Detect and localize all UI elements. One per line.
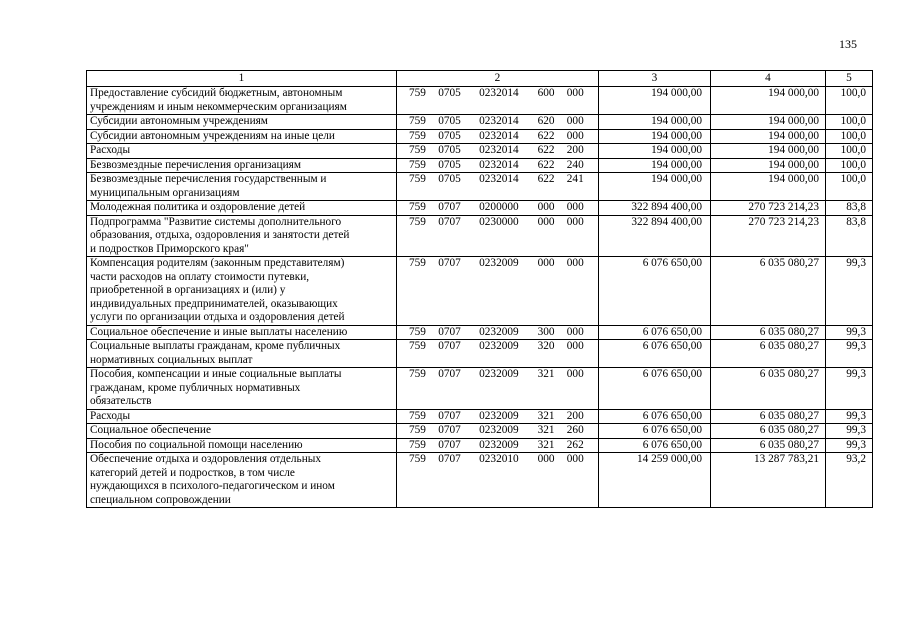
execution-percent: 100,0 [826, 158, 873, 173]
ministry-code: 759 [409, 158, 426, 171]
row-name-line: Пособия по социальной помощи населению [90, 438, 303, 451]
target-code: 0232014 [479, 129, 519, 142]
target-code: 0230000 [479, 215, 519, 228]
planned-amount: 194 000,00 [599, 173, 711, 201]
row-name-line: нормативных социальных выплат [90, 353, 253, 366]
section-code: 0705 [438, 173, 461, 185]
row-codes [397, 409, 599, 424]
executed-amount: 194 000,00 [711, 173, 826, 201]
expense-type-code: 321 [537, 409, 555, 422]
planned-amount: 6 076 650,00 [599, 368, 711, 410]
expense-type-code: 321 [537, 424, 555, 436]
table-row [87, 173, 873, 201]
planned-amount: 6 076 650,00 [599, 438, 711, 453]
row-name-line: услуги по организации отдыха и оздоровления детей [90, 311, 345, 323]
executed-amount: 270 723 214,23 [711, 215, 826, 257]
expense-type-code: 620 [537, 115, 555, 127]
executed-amount: 194 000,00 [711, 158, 826, 173]
kosgu-code: 000 [566, 325, 584, 338]
row-name [87, 424, 397, 439]
row-name [87, 409, 397, 424]
ministry-code: 759 [409, 201, 426, 213]
target-code: 0232014 [479, 87, 519, 99]
row-name-line: обязательств [90, 395, 152, 407]
row-name-line: части расходов на оплату стоимости путевки, [90, 270, 310, 283]
execution-percent: 100,0 [826, 173, 873, 201]
table-row [87, 215, 873, 257]
executed-amount: 6 035 080,27 [711, 409, 826, 424]
row-name-line: Социальное обеспечение и иные выплаты населению [90, 325, 348, 338]
header-col-1: 1 [87, 71, 397, 87]
row-name [87, 144, 397, 159]
section-code: 0705 [438, 115, 461, 127]
execution-percent: 100,0 [826, 115, 873, 130]
header-col-2: 2 [397, 71, 599, 87]
kosgu-code: 000 [566, 368, 584, 380]
planned-amount: 194 000,00 [599, 87, 711, 115]
kosgu-code: 262 [566, 438, 584, 451]
table-row [87, 325, 873, 340]
row-name [87, 87, 397, 115]
table-row [87, 129, 873, 144]
row-name [87, 368, 397, 410]
row-name-line: нуждающихся в психолого-педагогическом и ином [90, 480, 335, 492]
section-code: 0707 [438, 325, 461, 338]
kosgu-code: 000 [566, 453, 584, 465]
executed-amount: 6 035 080,27 [711, 368, 826, 410]
expense-type-code: 622 [537, 129, 555, 142]
planned-amount: 6 076 650,00 [599, 424, 711, 439]
kosgu-code: 000 [566, 257, 584, 269]
executed-amount: 6 035 080,27 [711, 438, 826, 453]
table-body [87, 87, 873, 508]
expense-type-code: 622 [537, 144, 555, 156]
target-code: 0232009 [479, 340, 519, 352]
row-name-line: Предоставление субсидий бюджетным, автономным [90, 87, 343, 99]
executed-amount: 6 035 080,27 [711, 424, 826, 439]
row-codes [397, 453, 599, 508]
planned-amount: 322 894 400,00 [599, 201, 711, 216]
executed-amount: 6 035 080,27 [711, 257, 826, 326]
header-row [87, 71, 873, 87]
planned-amount: 194 000,00 [599, 158, 711, 173]
row-name-line: Расходы [90, 144, 131, 156]
kosgu-code: 200 [566, 409, 584, 422]
section-code: 0705 [438, 158, 461, 171]
execution-percent: 83,8 [826, 215, 873, 257]
executed-amount: 194 000,00 [711, 115, 826, 130]
execution-percent: 99,3 [826, 409, 873, 424]
execution-percent: 99,3 [826, 257, 873, 326]
execution-percent: 99,3 [826, 325, 873, 340]
target-code: 0232009 [479, 438, 519, 451]
ministry-code: 759 [409, 340, 426, 352]
expense-type-code: 600 [537, 87, 555, 99]
kosgu-code: 000 [566, 201, 584, 213]
kosgu-code: 260 [566, 424, 584, 436]
row-codes [397, 115, 599, 130]
table-row [87, 115, 873, 130]
target-code: 0232014 [479, 158, 519, 171]
target-code: 0200000 [479, 201, 519, 213]
section-code: 0707 [438, 438, 461, 451]
executed-amount: 194 000,00 [711, 129, 826, 144]
row-name-line: учреждениям и иным некоммерческим организациям [90, 100, 347, 113]
section-code: 0705 [438, 144, 461, 156]
section-code: 0707 [438, 409, 461, 422]
ministry-code: 759 [409, 129, 426, 142]
row-name-line: категорий детей и подростков, в том числе [90, 466, 295, 479]
kosgu-code: 241 [566, 173, 584, 185]
ministry-code: 759 [409, 257, 426, 269]
section-code: 0707 [438, 201, 461, 213]
section-code: 0707 [438, 453, 461, 465]
executed-amount: 6 035 080,27 [711, 340, 826, 368]
row-name [87, 129, 397, 144]
expense-type-code: 321 [537, 368, 555, 380]
header-col-5: 5 [826, 71, 873, 87]
execution-percent: 99,3 [826, 424, 873, 439]
row-name-line: Расходы [90, 409, 131, 422]
row-name [87, 115, 397, 130]
planned-amount: 6 076 650,00 [599, 257, 711, 326]
kosgu-code: 000 [566, 87, 584, 99]
kosgu-code: 000 [566, 115, 584, 127]
ministry-code: 759 [409, 424, 426, 436]
table-row [87, 87, 873, 115]
expense-type-code: 622 [537, 158, 555, 171]
table-row [87, 340, 873, 368]
table-row [87, 424, 873, 439]
row-name [87, 173, 397, 201]
ministry-code: 759 [409, 453, 426, 465]
expense-type-code: 000 [537, 201, 555, 213]
target-code: 0232014 [479, 144, 519, 156]
execution-percent: 100,0 [826, 129, 873, 144]
execution-percent: 100,0 [826, 87, 873, 115]
section-code: 0707 [438, 340, 461, 352]
budget-table [86, 70, 873, 508]
row-name-line: гражданам, кроме публичных нормативных [90, 381, 301, 394]
kosgu-code: 000 [566, 129, 584, 142]
row-name-line: муниципальным организациям [90, 186, 240, 199]
section-code: 0707 [438, 257, 461, 269]
row-codes [397, 368, 599, 410]
planned-amount: 14 259 000,00 [599, 453, 711, 508]
row-name-line: Субсидии автономным учреждениям на иные цели [90, 129, 335, 142]
row-name [87, 438, 397, 453]
table-row [87, 409, 873, 424]
expense-type-code: 321 [537, 438, 555, 451]
row-name-line: Компенсация родителям (законным представителям) [90, 257, 345, 269]
table-row [87, 438, 873, 453]
ministry-code: 759 [409, 144, 426, 156]
row-codes [397, 257, 599, 326]
expense-type-code: 000 [537, 257, 555, 269]
table-row [87, 144, 873, 159]
execution-percent: 99,3 [826, 438, 873, 453]
row-name-line: Субсидии автономным учреждениям [90, 115, 268, 127]
expense-type-code: 320 [537, 340, 555, 352]
target-code: 0232009 [479, 257, 519, 269]
row-codes [397, 201, 599, 216]
section-code: 0707 [438, 368, 461, 380]
table-row [87, 257, 873, 326]
table-row [87, 201, 873, 216]
executed-amount: 6 035 080,27 [711, 325, 826, 340]
expense-type-code: 000 [537, 453, 555, 465]
execution-percent: 99,3 [826, 368, 873, 410]
row-codes [397, 438, 599, 453]
execution-percent: 83,8 [826, 201, 873, 216]
row-codes [397, 215, 599, 257]
row-name-line: Безвозмездные перечисления государственным и [90, 173, 327, 185]
ministry-code: 759 [409, 325, 426, 338]
ministry-code: 759 [409, 215, 426, 228]
row-name [87, 340, 397, 368]
row-name-line: Подпрограмма "Развитие системы дополнительного [90, 215, 342, 228]
row-name [87, 201, 397, 216]
row-name-line: Социальное обеспечение [90, 424, 211, 436]
section-code: 0705 [438, 129, 461, 142]
header-col-4: 4 [711, 71, 826, 87]
executed-amount: 13 287 783,21 [711, 453, 826, 508]
row-codes [397, 129, 599, 144]
target-code: 0232010 [479, 453, 519, 465]
row-codes [397, 158, 599, 173]
execution-percent: 99,3 [826, 340, 873, 368]
executed-amount: 194 000,00 [711, 87, 826, 115]
row-name [87, 257, 397, 326]
ministry-code: 759 [409, 409, 426, 422]
target-code: 0232014 [479, 173, 519, 185]
row-name-line: образования, отдыха, оздоровления и занятости детей [90, 229, 350, 241]
row-name-line: Обеспечение отдыха и оздоровления отдельных [90, 453, 321, 465]
table-row [87, 368, 873, 410]
row-codes [397, 340, 599, 368]
ministry-code: 759 [409, 115, 426, 127]
expense-type-code: 300 [537, 325, 555, 338]
planned-amount: 6 076 650,00 [599, 409, 711, 424]
row-name [87, 325, 397, 340]
row-name-line: Безвозмездные перечисления организациям [90, 158, 301, 171]
row-name-line: и подростков Приморского края" [90, 242, 249, 255]
planned-amount: 6 076 650,00 [599, 340, 711, 368]
table-row [87, 453, 873, 508]
ministry-code: 759 [409, 368, 426, 380]
planned-amount: 6 076 650,00 [599, 325, 711, 340]
row-codes [397, 424, 599, 439]
kosgu-code: 000 [566, 340, 584, 352]
row-codes [397, 87, 599, 115]
row-codes [397, 144, 599, 159]
row-name [87, 215, 397, 257]
execution-percent: 100,0 [826, 144, 873, 159]
row-name [87, 453, 397, 508]
target-code: 0232009 [479, 325, 519, 338]
target-code: 0232009 [479, 424, 519, 436]
row-codes [397, 325, 599, 340]
target-code: 0232014 [479, 115, 519, 127]
expense-type-code: 000 [537, 215, 555, 228]
planned-amount: 194 000,00 [599, 144, 711, 159]
row-name-line: Социальные выплаты гражданам, кроме публичных [90, 340, 341, 352]
row-name-line: специальном сопровождении [90, 493, 231, 506]
executed-amount: 194 000,00 [711, 144, 826, 159]
planned-amount: 322 894 400,00 [599, 215, 711, 257]
expense-type-code: 622 [537, 173, 555, 185]
execution-percent: 93,2 [826, 453, 873, 508]
table-row [87, 158, 873, 173]
planned-amount: 194 000,00 [599, 129, 711, 144]
header-col-3: 3 [599, 71, 711, 87]
planned-amount: 194 000,00 [599, 115, 711, 130]
row-codes [397, 173, 599, 201]
row-name-line: Молодежная политика и оздоровление детей [90, 201, 306, 213]
row-name-line: индивидуальных предпринимателей, оказывающих [90, 297, 338, 310]
section-code: 0705 [438, 87, 461, 99]
section-code: 0707 [438, 424, 461, 436]
row-name-line: Пособия, компенсации и иные социальные выплаты [90, 368, 342, 380]
section-code: 0707 [438, 215, 461, 228]
kosgu-code: 200 [566, 144, 584, 156]
ministry-code: 759 [409, 87, 426, 99]
target-code: 0232009 [479, 368, 519, 380]
row-name-line: приобретенной в организациях и (или) у [90, 284, 286, 296]
row-name [87, 158, 397, 173]
ministry-code: 759 [409, 173, 426, 185]
kosgu-code: 240 [566, 158, 584, 171]
kosgu-code: 000 [566, 215, 584, 228]
page-number: 135 [839, 37, 857, 51]
executed-amount: 270 723 214,23 [711, 201, 826, 216]
ministry-code: 759 [409, 438, 426, 451]
target-code: 0232009 [479, 409, 519, 422]
